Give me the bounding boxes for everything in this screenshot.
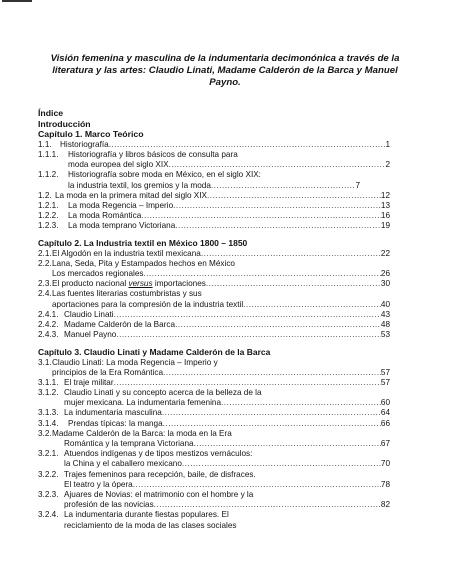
toc-heading-indice: Índice bbox=[38, 108, 64, 118]
toc-entry-1-1: 1.1. Historiografía ..... 1 bbox=[38, 140, 390, 150]
toc-entry-3-1-4: 3.1.4. Prendas típicas: la manga ..... 66 bbox=[38, 419, 390, 429]
toc-entry-1-1-2-cont: la industria textil, los gremios y la moda ..... 7 bbox=[38, 181, 390, 191]
page-number: 19 bbox=[380, 221, 390, 231]
page-number: 66 bbox=[380, 418, 390, 428]
page-number: 53 bbox=[380, 330, 390, 340]
title-line-1: Visión femenina y masculina de la indumentaria decimonónica a través de la bbox=[50, 53, 400, 64]
page-number: 64 bbox=[380, 408, 390, 418]
toc-entry-2-4-3: 2.4.3. Manuel Payno ..... 53 bbox=[38, 330, 390, 340]
toc-entry-3-2-2: 3.2.2. Trajes femeninos para recepción, baile, de disfraces. bbox=[38, 469, 256, 479]
page-number: 13 bbox=[380, 200, 390, 210]
toc-entry-3-2-2-cont: El teatro y la ópera ..... 78 bbox=[38, 480, 390, 490]
toc-entry-2-2: 2.2. Lana, Seda, Pita y Estampados hechos en México bbox=[38, 258, 235, 268]
toc-entry-2-4-2: 2.4.2. Madame Calderón de la Barca ..... 48 bbox=[38, 320, 390, 330]
toc-entry-2-4: 2.4. Las fuentes literarias costumbristas y sus bbox=[38, 289, 202, 299]
table-of-contents bbox=[38, 108, 390, 531]
toc-entry-3-1-1: 3.1.1. El traje militar ..... 57 bbox=[38, 378, 390, 388]
toc-entry-3-2-1-cont: la China y el caballero mexicano ..... 70 bbox=[38, 459, 390, 469]
toc-entry-1-2-2: 1.2.2. La moda Romántica ..... 16 bbox=[38, 211, 390, 221]
toc-chapter-2: Capítulo 2. La Industria textil en México 1800 – 1850 bbox=[38, 238, 248, 249]
page-number: 2 bbox=[385, 160, 390, 170]
page-number: 43 bbox=[380, 309, 390, 319]
page-number: 30 bbox=[380, 279, 390, 289]
toc-entry-3-2-cont: Romántica y la temprana Victoriana ..... 67 bbox=[38, 439, 390, 449]
toc-entry-3-2-4-cont: reciclamiento de la moda de las clases sociales bbox=[64, 520, 237, 530]
toc-entry-1-1-1: 1.1.1. Historiografía y libros básicos de consulta para bbox=[38, 149, 238, 159]
toc-chapter-3: Capítulo 3. Claudio Linati y Madame Calderón de la Barca bbox=[38, 347, 271, 358]
toc-entry-2-4-cont: aportaciones para la compresión de la industria textil ..... 40 bbox=[38, 300, 390, 310]
toc-entry-1-1-1-cont: moda europea del siglo XIX ..... 2 bbox=[38, 160, 390, 170]
page-number: 1 bbox=[385, 139, 390, 149]
toc-heading-introduccion: Introducción bbox=[38, 118, 91, 129]
toc-entry-3-1: 3.1. Claudio Linati: La moda Regencia – Imperio y bbox=[38, 357, 218, 367]
toc-entry-1-2-1: 1.2.1. La moda Regencia – Imperio ..... 13 bbox=[38, 201, 390, 211]
toc-entry-3-2-3-cont: profesión de las novicias ..... 82 bbox=[38, 500, 390, 510]
page-number: 48 bbox=[380, 319, 390, 329]
page-number: 57 bbox=[380, 377, 390, 387]
toc-entry-3-2-4: 3.2.4. La indumentaria durante fiestas populares. El bbox=[38, 510, 229, 520]
toc-entry-3-1-2: 3.1.2. Claudio Linati y su concepto acerca de la belleza de la bbox=[38, 388, 262, 398]
page-number: 40 bbox=[380, 299, 390, 309]
page-number: 70 bbox=[380, 459, 390, 469]
page-number: 57 bbox=[380, 367, 390, 377]
toc-entry-3-2-1: 3.2.1. Atuendos indígenas y de tipos mestizos vernáculos: bbox=[38, 449, 253, 459]
toc-entry-3-1-cont: principios de la Era Romántica ..... 57 bbox=[38, 368, 390, 378]
page-number: 78 bbox=[380, 479, 390, 489]
page-number: 22 bbox=[380, 248, 390, 258]
page-number: 67 bbox=[380, 439, 390, 449]
toc-entry-2-2-cont: Los mercados regionales ..... 26 bbox=[38, 269, 390, 279]
toc-entry-2-3: 2.3. El producto nacional versus importaciones ..... 30 bbox=[38, 279, 390, 289]
toc-entry-1-2: 1.2. La moda en la primera mitad del siglo XIX ..... 12 bbox=[38, 191, 390, 201]
toc-entry-2-1: 2.1. El Algodón en la industria textil mexicana ..... 22 bbox=[38, 249, 390, 259]
toc-chapter-1: Capítulo 1. Marco Teórico bbox=[38, 129, 144, 140]
page-number: 60 bbox=[380, 398, 390, 408]
toc-entry-3-2: 3.2. Madame Calderón de la Barca: la moda en la Era bbox=[38, 428, 232, 438]
page-number: 7 bbox=[355, 180, 360, 190]
page-number: 26 bbox=[380, 269, 390, 279]
toc-entry-3-2-3: 3.2.3. Ajuares de Novias: el matrimonio con el hombre y la bbox=[38, 489, 254, 499]
title-line-3: Payno. bbox=[209, 77, 241, 89]
page-number: 12 bbox=[380, 190, 390, 200]
toc-entry-2-4-1: 2.4.1. Claudio Linati ..... 43 bbox=[38, 310, 390, 320]
toc-entry-1-1-2: 1.1.2. Historiografía sobre moda en México, en el siglo XIX: bbox=[38, 170, 261, 180]
title-line-2: literatura y las artes: Claudio Linati, Madame Calderón de la Barca y Manuel bbox=[52, 65, 398, 77]
toc-entry-1-2-3: 1.2.3. La moda temprano Victoriana ..... 19 bbox=[38, 221, 390, 231]
scan-edge-mark bbox=[2, 0, 32, 2]
document-title bbox=[40, 53, 410, 90]
toc-entry-3-1-2-cont: mujer mexicana. La indumentaria femenina ..... 60 bbox=[38, 398, 390, 408]
toc-entry-3-1-3: 3.1.3. La indumentaria masculina ..... 64 bbox=[38, 408, 390, 418]
page-number: 82 bbox=[380, 500, 390, 510]
page-number: 16 bbox=[380, 211, 390, 221]
